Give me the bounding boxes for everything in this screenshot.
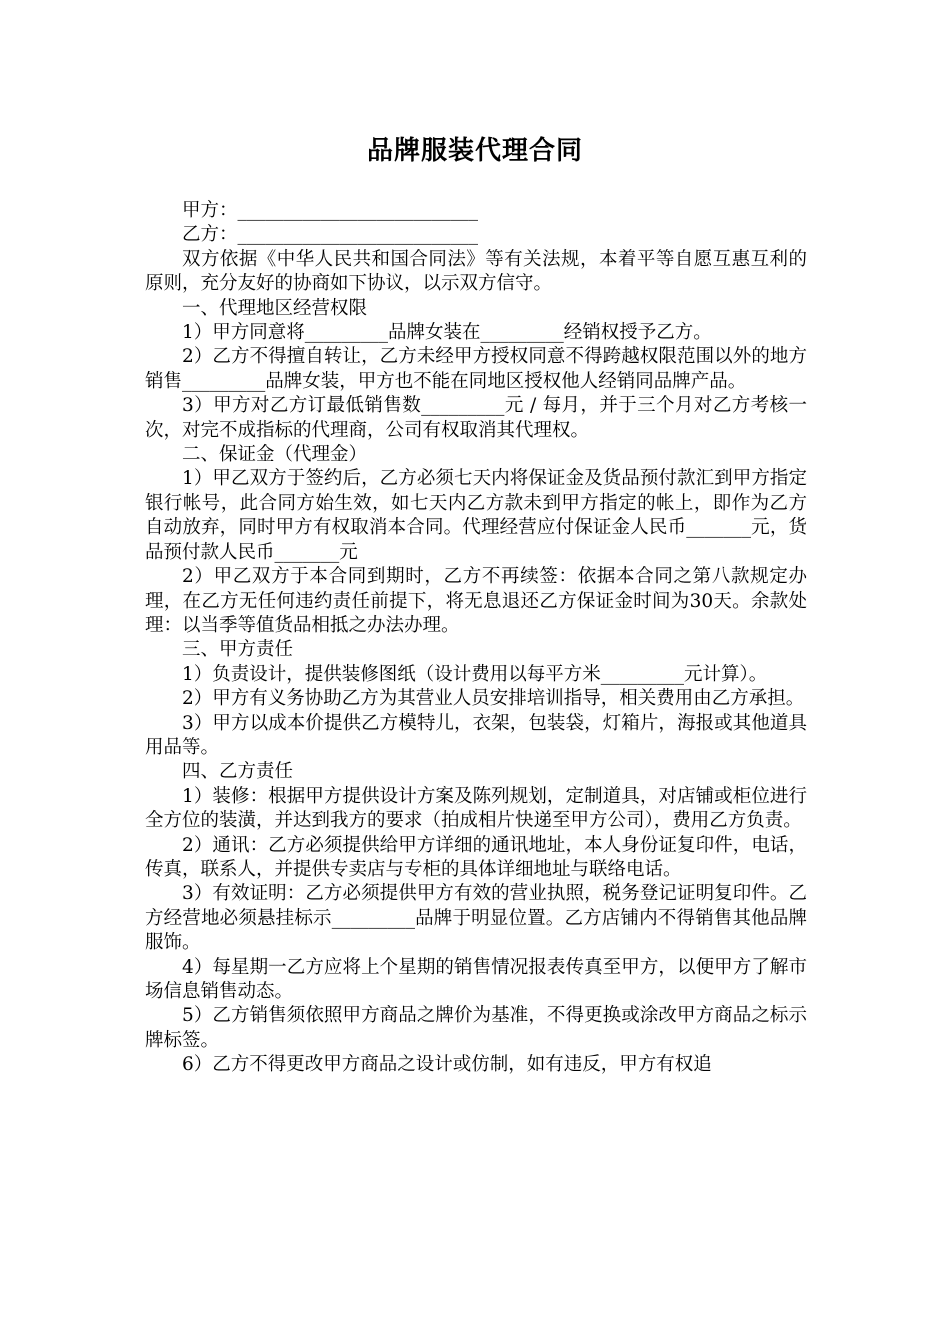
clause-1-2: 2）乙方不得擅自转让，乙方未经甲方授权同意不得跨越权限范围以外的地方销售_________品牌女装，甲方也不能在同地区授权他人经销同品牌产品。: [145, 346, 807, 392]
section-heading-3: 三、甲方责任: [182, 639, 294, 661]
section-heading-1: 一、代理地区经营权限: [182, 297, 368, 319]
clause-4-4: 4）每星期一乙方应将上个星期的销售情况报表传真至甲方，以便甲方了解市场信息销售动态。: [145, 956, 807, 1002]
clause-2-1: 1）甲乙双方于签约后，乙方必须七天内将保证金及货品预付款汇到甲方指定银行帐号，此合同方始生效，如七天内乙方款未到甲方指定的帐上，即作为乙方自动放弃，同时甲方有权取消本合同。代理经营应付保证金人民币_______元，货品预付款人民币_______元: [145, 468, 807, 563]
clause-4-1: 1）装修：根据甲方提供设计方案及陈列规划，定制道具，对店铺或柜位进行全方位的装潢，并达到我方的要求（拍成相片快递至甲方公司），费用乙方负责。: [145, 785, 807, 832]
clause-2-2: 2）甲乙双方于本合同到期时，乙方不再续签：依据本合同之第八款规定办理，在乙方无任何违约责任前提下，将无息退还乙方保证金时间为30天。余款处理：以当季等值货品相抵之办法办理。: [145, 566, 807, 636]
clause-3-3: 3）甲方以成本价提供乙方模特儿，衣架，包装袋，灯箱片，海报或其他道具用品等。: [145, 712, 807, 758]
clause-4-5: 5）乙方销售须依照甲方商品之牌价为基准，不得更换或涂改甲方商品之标示牌标签。: [145, 1005, 807, 1051]
clause-3-1: 1）负责设计，提供装修图纸（设计费用以每平方米_________元计算）。: [182, 663, 768, 685]
preamble-paragraph: 双方依据《中华人民共和国合同法》等有关法规，本着平等自愿互惠互利的原则，充分友好的协商如下协议，以示双方信守。: [145, 248, 807, 295]
party-b-line: 乙方：__________________________: [182, 224, 479, 246]
clause-4-2: 2）通讯：乙方必须提供给甲方详细的通讯地址，本人身份证复印件，电话，传真，联系人，并提供专卖店与专柜的具体详细地址与联络电话。: [145, 834, 807, 880]
clause-1-1: 1）甲方同意将_________品牌女装在_________经销权授予乙方。: [182, 322, 712, 344]
clause-1-3: 3）甲方对乙方订最低销售数_________元 / 每月，并于三个月对乙方考核一次，对完不成指标的代理商，公司有权取消其代理权。: [145, 395, 807, 441]
clause-4-3: 3）有效证明：乙方必须提供甲方有效的营业执照，税务登记证明复印件。乙方经营地必须悬挂标示_________品牌于明显位置。乙方店铺内不得销售其他品牌服饰。: [145, 883, 807, 954]
party-a-line: 甲方：__________________________: [182, 200, 479, 221]
document-title: 品牌服装代理合同: [366, 136, 583, 166]
clause-4-6: 6）乙方不得更改甲方商品之设计或仿制，如有违反，甲方有权追: [182, 1054, 712, 1076]
clause-3-2: 2）甲方有义务协助乙方为其营业人员安排培训指导，相关费用由乙方承担。: [182, 688, 805, 710]
section-heading-4: 四、乙方责任: [182, 761, 294, 783]
section-heading-2: 二、保证金（代理金）: [182, 444, 368, 466]
contract-body: [145, 199, 807, 1078]
